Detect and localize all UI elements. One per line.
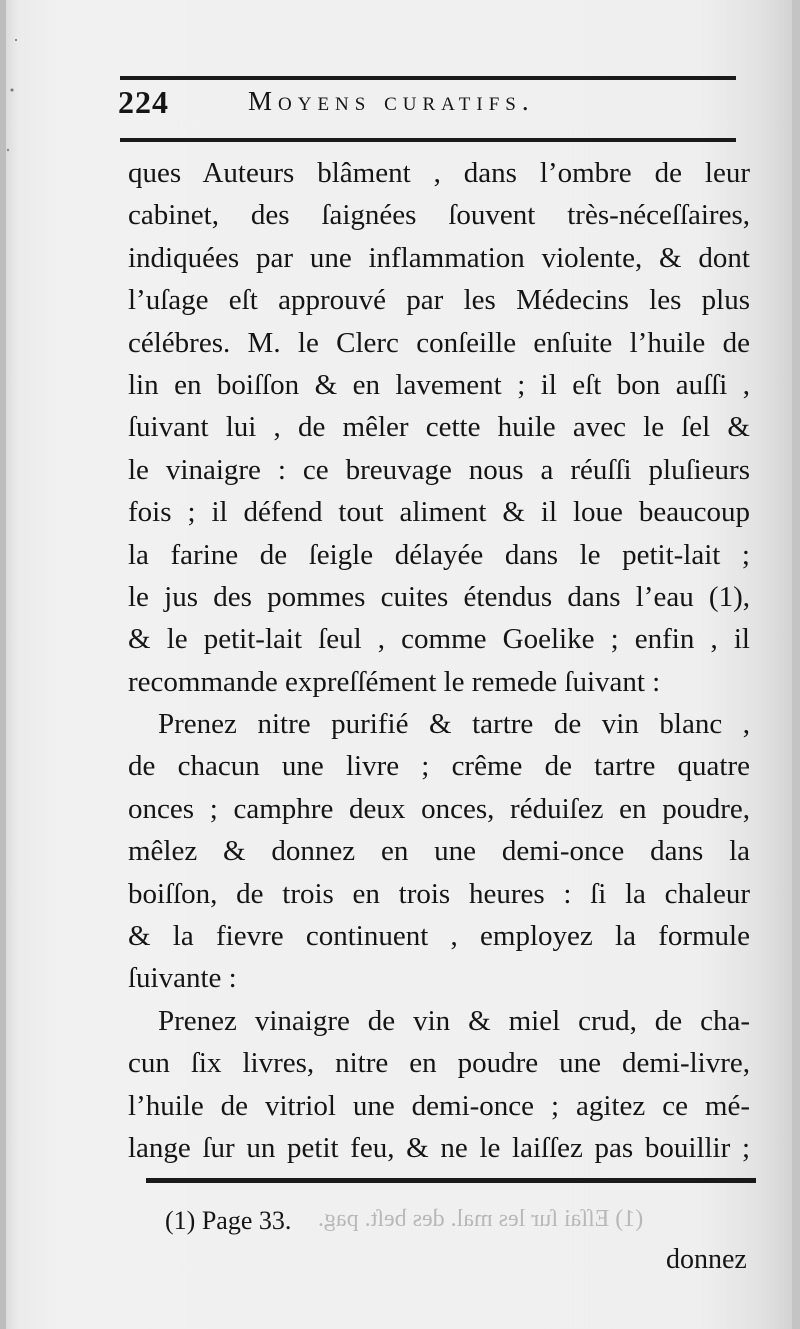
text-line: l’uſage eſt approuvé par les Médecins les plus [128, 284, 750, 317]
text-line: boiſſon, de trois en trois heures : ſi la chaleur [128, 877, 750, 910]
footnote: (1) Page 33. [165, 1206, 292, 1235]
text-line: ques Auteurs blâment , dans l’ombre de leur [128, 157, 750, 189]
catchword: donnez [666, 1244, 747, 1275]
text-line: de chacun une livre ; crême de tartre quatre [128, 750, 750, 783]
text-line: l’huile de vitriol une demi-once ; agitez ce mé- [128, 1089, 750, 1122]
text-line: recommande expreſſément le remede ſuivant : [128, 665, 661, 698]
text-line: cun ſix livres, nitre en poudre une demi-livre, [128, 1047, 750, 1080]
text-line: ſuivante : [128, 962, 237, 995]
text-line: lin en boiſſon & en lavement ; il eſt bon auſſi , [128, 368, 750, 401]
text-line: le vinaigre : ce breuvage nous a réuſſi pluſieurs [128, 453, 750, 486]
text-line: ſuivant lui , de mêler cette huile avec le ſel & [128, 411, 750, 444]
text-line: Prenez vinaigre de vin & miel crud, de cha- [158, 1004, 750, 1037]
running-title: Moyens curatifs. [248, 86, 535, 116]
header-bottom-rule [120, 138, 736, 142]
text-line: cabinet, des ſaignées ſouvent très-néceſſaires, [128, 199, 750, 232]
text-line: lange ſur un petit feu, & ne le laiſſez pas bouillir ; [128, 1131, 750, 1164]
text-line: la farine de ſeigle délayée dans le petit-lait ; [128, 538, 750, 571]
text-line: & la fievre continuent , employez la formule [128, 920, 750, 953]
text-line: célébres. M. le Clerc conſeille enſuite l’huile de [128, 326, 750, 359]
text-line: fois ; il défend tout aliment & il loue beaucoup [128, 496, 750, 529]
header-top-rule [120, 76, 736, 80]
text-line: mêlez & donnez en une demi-once dans la [128, 835, 750, 868]
text-line: le jus des pommes cuites étendus dans l’eau (1), [128, 580, 750, 613]
text-line: onces ; camphre deux onces, réduiſez en poudre, [128, 792, 750, 825]
page-header [118, 84, 740, 134]
body-text [128, 152, 750, 1169]
text-line: indiquées par une inflammation violente, & dont [128, 241, 750, 274]
show-through-text: (1) Eſſai ſur les mal. des beſt. pag. [318, 1206, 644, 1232]
text-line: Prenez nitre purifié & tartre de vin blanc , [158, 708, 750, 741]
footnote-rule [146, 1178, 756, 1183]
page-number: 224 [118, 84, 169, 120]
text-line: & le petit-lait ſeul , comme Goelike ; enfin , il [128, 623, 750, 656]
